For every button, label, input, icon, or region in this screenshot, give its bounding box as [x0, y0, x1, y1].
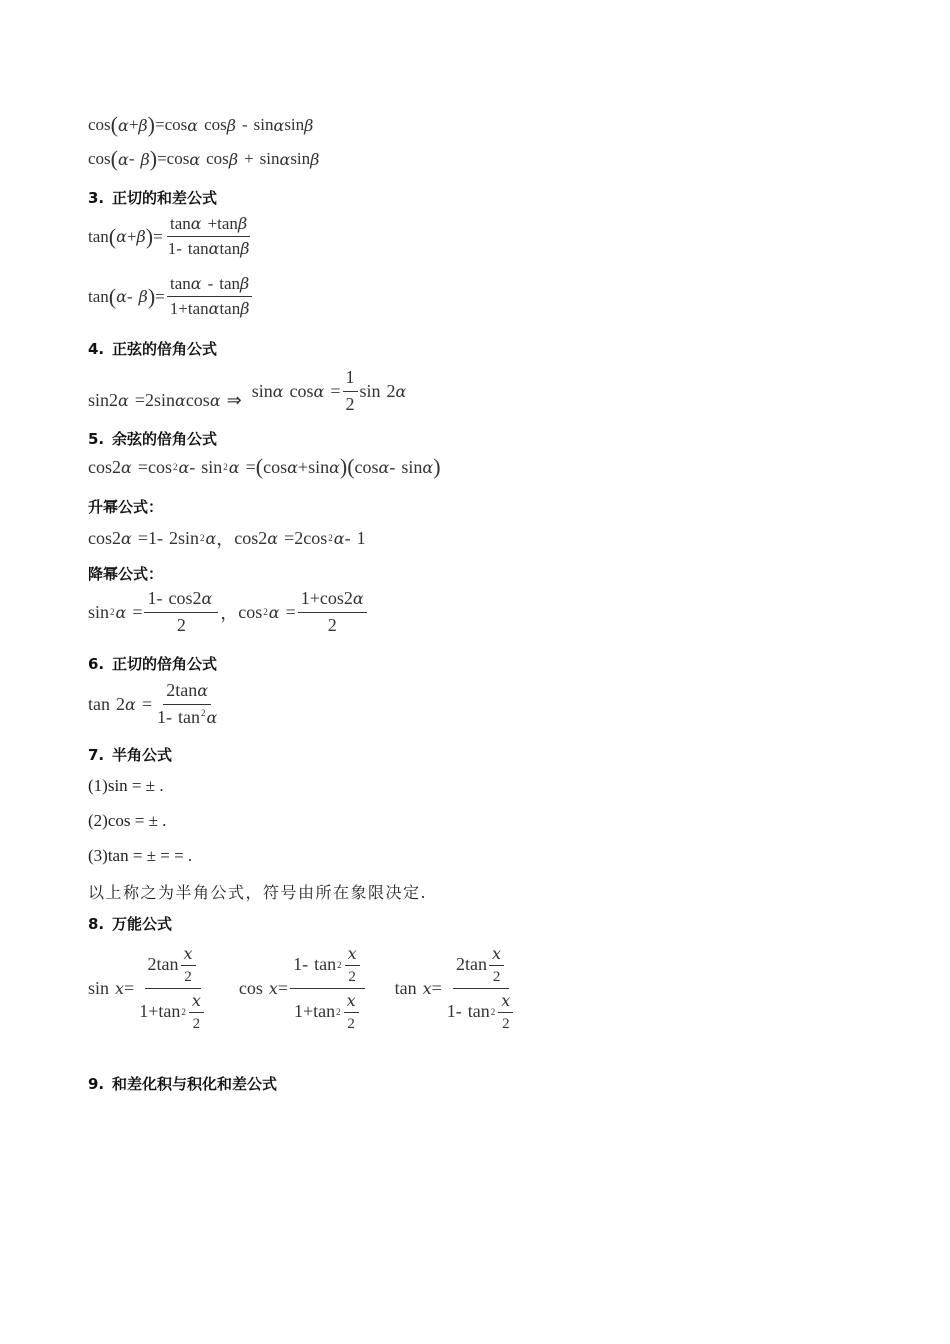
op: - — [128, 149, 135, 168]
num-one: 1 — [169, 299, 179, 319]
fn-sin: sin — [88, 978, 110, 999]
op: + — [303, 1001, 314, 1022]
sym-alpha: α — [272, 381, 284, 401]
section-number: 6. — [88, 655, 105, 673]
section-title: 正切的倍角公式 — [112, 655, 218, 673]
fraction — [290, 944, 365, 1033]
fraction-x-over-2 — [489, 944, 504, 986]
exponent: 2 — [199, 533, 205, 543]
formula-tan-double — [88, 680, 222, 728]
fn-sin: sin — [153, 390, 175, 411]
num-two: 2 — [456, 954, 466, 975]
section-heading-7 — [88, 744, 172, 765]
var-x: x — [498, 991, 513, 1013]
num-two: 2 — [343, 588, 353, 608]
sym-alpha: α — [268, 602, 280, 622]
num-one: 1 — [294, 1001, 303, 1022]
formula-cos-diff: cos ( α - β ) = cos α cos β + sin α sin β — [88, 146, 320, 171]
op: + — [297, 456, 309, 477]
eq: = — [154, 115, 165, 134]
fn-tan: tan — [217, 214, 238, 233]
fraction — [154, 680, 220, 728]
op: - — [176, 239, 182, 259]
section-number: 4. — [88, 340, 105, 358]
eq: = — [137, 456, 148, 477]
fn-tan: tan — [156, 954, 179, 975]
denominator: 2 — [184, 969, 192, 986]
op: - — [189, 456, 196, 477]
fn-tan: tan — [187, 239, 209, 259]
eq: = — [277, 978, 289, 999]
num-two: 2 — [168, 527, 178, 548]
var-x: x — [344, 991, 359, 1013]
var-x: x — [345, 944, 360, 966]
sym-alpha: α — [189, 149, 201, 169]
fn-tan: tan — [175, 680, 198, 700]
sym-alpha: α — [175, 391, 186, 411]
exponent: 2 — [200, 707, 206, 718]
fn-sin: sin — [284, 115, 305, 134]
eq: = — [141, 693, 152, 714]
sym-beta: β — [237, 214, 248, 233]
section-title: 正切的和差公式 — [112, 189, 218, 207]
section-title: 和差化积与积化和差公式 — [112, 1075, 278, 1093]
fn-cos: cos — [147, 456, 172, 477]
fn-cos: cos — [206, 149, 229, 168]
denominator: 2 — [347, 1016, 355, 1033]
eq: = — [153, 226, 163, 246]
fn-tan: tan — [314, 954, 337, 975]
op: + — [207, 214, 218, 233]
sym-alpha: α — [121, 528, 132, 548]
sym-alpha: α — [352, 589, 364, 608]
fn-cos: cos — [354, 456, 379, 477]
fn-tan: tan — [219, 239, 241, 259]
op: - — [302, 954, 309, 975]
section-heading-8 — [88, 913, 172, 934]
sym-beta: β — [138, 287, 148, 307]
sym-alpha: α — [116, 227, 127, 247]
comma: ， — [216, 529, 235, 549]
op: - — [207, 274, 214, 293]
sym-beta: β — [304, 115, 314, 135]
fn-tan: tan — [169, 214, 191, 233]
op: + — [309, 588, 320, 608]
op: - — [389, 456, 396, 477]
fn-tan: tan — [467, 1001, 490, 1022]
numerator: 1 — [343, 367, 358, 392]
sym-alpha: α — [205, 528, 217, 548]
sym-alpha: α — [206, 707, 218, 727]
var-x: x — [268, 979, 278, 999]
sym-beta: β — [138, 115, 148, 135]
section-number: 9. — [88, 1075, 105, 1093]
exponent: 2 — [223, 462, 228, 472]
section-heading-4 — [88, 338, 217, 359]
formula-sin-double — [88, 367, 406, 415]
exponent: 2 — [172, 462, 178, 472]
section-heading-5 — [88, 428, 217, 449]
sym-beta: β — [310, 149, 320, 169]
fn-tan: tan — [219, 274, 241, 293]
sym-alpha: α — [197, 681, 209, 700]
op: - — [156, 588, 163, 608]
op: - — [344, 527, 351, 548]
sym-alpha: α — [121, 457, 132, 477]
sym-alpha: α — [279, 149, 291, 169]
formula-lower-power — [88, 588, 369, 636]
fraction — [165, 214, 253, 260]
denominator: 2 — [348, 969, 356, 986]
section-title: 半角公式 — [112, 746, 173, 764]
sym-alpha: α — [125, 694, 136, 714]
fn-tan: tan — [187, 299, 209, 319]
fn-cos: cos — [88, 456, 112, 477]
sym-alpha: α — [116, 287, 127, 307]
num-two: 2 — [258, 527, 268, 548]
op: - — [156, 527, 163, 548]
op: + — [148, 1001, 159, 1022]
fn-tan: tan — [169, 274, 191, 293]
formula-tan-diff: tan ( α - β ) = $\frac{\tan\alpha - \tan\beta}{1+\tan\alpha\tan\beta}$ — [88, 274, 254, 320]
sym-alpha: α — [118, 115, 129, 135]
sym-beta: β — [226, 115, 236, 135]
formula-tan-sum: tan ( α + β ) = $\frac{\tan\alpha +\tan\beta}{1- \tan\alpha\tan\beta}$ — [88, 214, 254, 260]
sym-alpha: α — [313, 381, 325, 401]
sym-alpha: α — [273, 115, 285, 135]
eq: = — [155, 286, 165, 306]
fraction — [167, 274, 253, 320]
op: + — [178, 299, 188, 319]
sym-beta: β — [136, 227, 146, 247]
fn-cos: cos — [168, 588, 193, 608]
fn-tan: tan — [88, 226, 109, 246]
label-text: 降幂公式： — [88, 565, 164, 583]
fn-tan: tan — [394, 978, 417, 999]
fraction-x-over-2 — [181, 944, 196, 986]
exponent: 2 — [328, 533, 333, 543]
fn-tan: tan — [465, 954, 488, 975]
fn-cos: cos — [88, 149, 111, 168]
num-two: 2 — [109, 390, 119, 411]
fraction-x-over-2 — [189, 991, 204, 1033]
fn-cos: cos — [238, 978, 263, 999]
formula-universal — [88, 944, 520, 1033]
fn-tan: tan — [177, 706, 200, 727]
sym-alpha: α — [187, 115, 199, 135]
denominator: 2 — [502, 1016, 510, 1033]
formula-raise-power — [88, 525, 366, 551]
eq: = — [285, 601, 296, 622]
num-two: 2 — [386, 380, 396, 401]
sym-alpha: α — [178, 457, 190, 477]
var-x: x — [489, 944, 504, 966]
label-raise-power — [88, 496, 163, 517]
fn-sin: sin — [88, 390, 110, 411]
section-title: 正弦的倍角公式 — [112, 340, 218, 358]
var-x: x — [422, 979, 432, 999]
fraction — [136, 944, 209, 1033]
fraction — [343, 367, 358, 415]
exponent: 2 — [490, 1006, 496, 1017]
exponent: 2 — [181, 1006, 186, 1017]
half-angle-cos: (2)cos = ± . — [88, 811, 167, 830]
num-two: 2 — [166, 680, 176, 700]
sym-beta: β — [240, 299, 250, 319]
fn-cos: cos — [166, 149, 190, 168]
op: - — [241, 115, 248, 134]
exponent: 2 — [110, 607, 115, 618]
eq: = — [245, 456, 256, 477]
fraction-x-over-2 — [344, 991, 359, 1033]
sym-alpha: α — [333, 528, 345, 548]
sym-alpha: α — [190, 214, 202, 233]
num-one: 1 — [156, 706, 166, 727]
fn-cos: cos — [204, 115, 227, 134]
num-two: 2 — [294, 527, 304, 548]
formula-cos-double: cos 2 α = cos 2 α - sin 2 α = ( cos α + sin α )( cos α - sin α ) — [88, 454, 441, 479]
sym-alpha: α — [422, 457, 434, 477]
num-one: 1 — [139, 1001, 149, 1022]
denominator: 2 — [492, 969, 501, 986]
denominator: 2 — [345, 393, 355, 414]
eq: = — [134, 390, 145, 411]
fn-sin: sin — [201, 456, 223, 477]
section-title: 余弦的倍角公式 — [112, 430, 218, 448]
op: - — [455, 1001, 462, 1022]
fn-cos: cos — [289, 380, 314, 401]
exponent: 2 — [337, 959, 342, 970]
fraction — [298, 588, 367, 636]
num-one: 1 — [293, 954, 303, 975]
fraction — [444, 944, 519, 1033]
eq: = — [124, 978, 135, 999]
fn-cos: cos — [185, 390, 210, 411]
sym-beta: β — [240, 274, 250, 293]
fn-sin: sin — [88, 601, 110, 622]
sym-beta: β — [228, 149, 239, 169]
exponent: 2 — [263, 607, 268, 618]
sym-alpha: α — [329, 457, 340, 477]
sym-alpha: α — [208, 299, 220, 319]
eq: = — [137, 527, 148, 548]
fraction — [144, 588, 218, 636]
sym-beta: β — [240, 239, 250, 259]
fn-sin: sin — [359, 380, 381, 401]
fn-tan: tan — [88, 693, 110, 714]
sym-alpha: α — [115, 602, 127, 622]
sym-alpha: α — [118, 149, 129, 169]
sym-alpha: α — [208, 239, 220, 259]
eq: = — [284, 527, 295, 548]
fraction-x-over-2 — [498, 991, 513, 1033]
section-title: 万能公式 — [112, 915, 173, 933]
op: - — [165, 706, 172, 727]
num-two: 2 — [147, 954, 157, 975]
section-number: 8. — [88, 915, 105, 933]
sym-alpha: α — [287, 457, 298, 477]
var-x: x — [115, 979, 125, 999]
section-heading-9 — [88, 1073, 277, 1094]
num-two: 2 — [112, 456, 121, 477]
eq: = — [157, 149, 167, 168]
exponent: 2 — [336, 1006, 341, 1017]
op: + — [128, 115, 139, 134]
sym-alpha: α — [267, 528, 279, 548]
op: + — [126, 226, 137, 246]
label-lower-power — [88, 563, 163, 584]
fn-tan: tan — [313, 1001, 336, 1022]
var-x: x — [189, 991, 204, 1013]
fn-sin: sin — [401, 456, 423, 477]
num-two: 2 — [144, 390, 154, 411]
fn-cos: cos — [164, 115, 188, 134]
fn-cos: cos — [319, 588, 344, 608]
section-heading-6 — [88, 653, 217, 674]
eq: = — [330, 380, 341, 401]
fn-cos: cos — [88, 115, 111, 134]
num-one: 1 — [147, 588, 157, 608]
half-angle-tan: (3)tan = ± = = . — [88, 846, 193, 865]
half-angle-note: 以上称之为半角公式，符号由所在象限决定. — [88, 883, 428, 902]
op: - — [126, 286, 133, 306]
fn-sin: sin — [253, 115, 274, 134]
num-one: 1 — [300, 588, 310, 608]
sym-alpha: α — [190, 274, 202, 293]
label-text: 升幂公式： — [88, 498, 164, 516]
fn-sin: sin — [308, 456, 330, 477]
sym-alpha: α — [118, 391, 129, 411]
fn-sin: sin — [177, 527, 199, 548]
num-two: 2 — [116, 693, 125, 714]
section-number: 5. — [88, 430, 105, 448]
fn-cos: cos — [234, 527, 259, 548]
sym-alpha: α — [378, 457, 390, 477]
fn-tan: tan — [88, 286, 109, 306]
fn-cos: cos — [88, 527, 112, 548]
denominator: 2 — [327, 614, 337, 635]
fn-tan: tan — [219, 299, 241, 319]
formula-cos-sum: cos ( α + β ) = cos α cos β - sin α sin β — [88, 112, 314, 137]
eq: = — [431, 978, 442, 999]
fraction-x-over-2 — [345, 944, 360, 986]
num-one: 1 — [356, 527, 366, 548]
num-one: 1 — [167, 239, 177, 259]
comma: ， — [220, 603, 239, 624]
num-one: 1 — [446, 1001, 456, 1022]
fn-cos: cos — [303, 527, 328, 548]
section-heading-3 — [88, 187, 217, 208]
num-one: 1 — [147, 527, 157, 548]
half-angle-sin: (1)sin = ± . — [88, 776, 164, 795]
implies-arrow: ⇒ — [226, 390, 242, 411]
num-two: 2 — [112, 527, 121, 548]
section-number: 3. — [88, 189, 105, 207]
fn-tan: tan — [158, 1001, 181, 1022]
fn-sin: sin — [290, 149, 311, 168]
section-number: 7. — [88, 746, 105, 764]
num-two: 2 — [192, 588, 202, 608]
sym-alpha: α — [209, 391, 221, 411]
denominator: 2 — [192, 1016, 201, 1033]
sym-alpha: α — [228, 457, 240, 477]
fn-sin: sin — [251, 380, 273, 401]
var-x: x — [181, 944, 196, 966]
denominator: 2 — [176, 614, 186, 635]
op: + — [244, 149, 254, 168]
fn-sin: sin — [259, 149, 280, 168]
fn-cos: cos — [263, 456, 288, 477]
sym-alpha: α — [201, 589, 213, 608]
sym-beta: β — [140, 149, 150, 169]
eq: = — [132, 601, 143, 622]
fn-cos: cos — [238, 601, 263, 622]
sym-alpha: α — [395, 381, 407, 401]
